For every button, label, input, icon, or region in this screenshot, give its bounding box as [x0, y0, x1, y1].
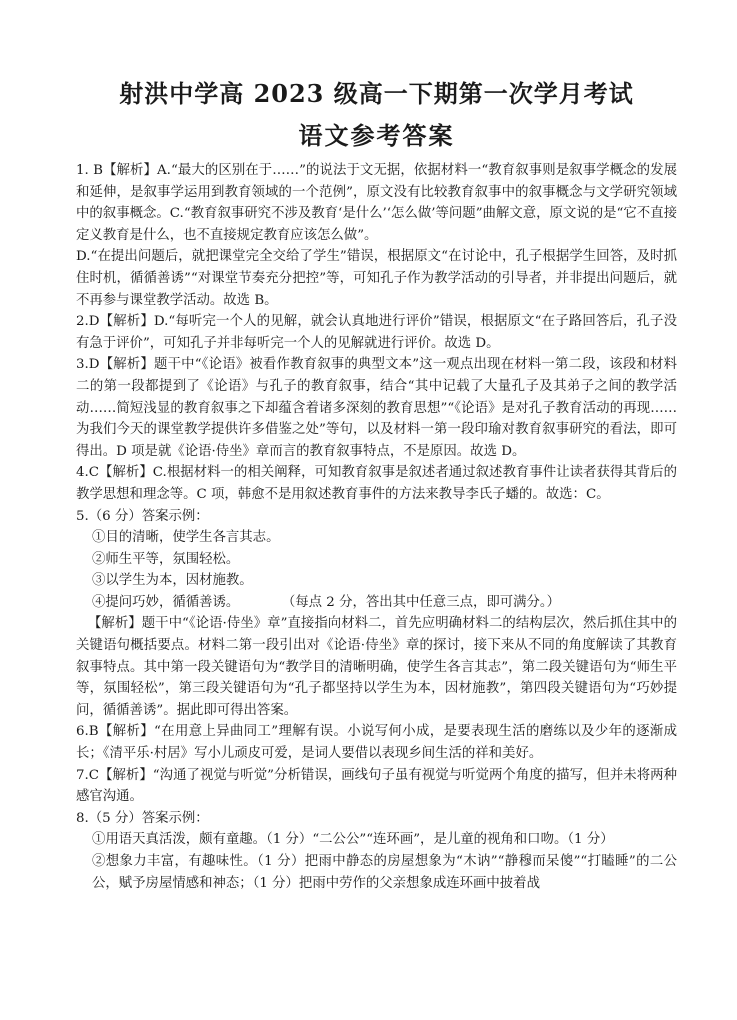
- answer-q1-option-d: D.“在提出问题后，就把课堂完全交给了学生”错误，根据原文“在讨论中，孔子根据学生回答，及时抓住时机，循循善诱”“对课堂节奏充分把控”等，可知孔子作为教学活动的引导者，并非提出问题后，就不再参与课堂教学活动。故选 B。: [76, 249, 677, 308]
- answer-q5-analysis: 【解析】题干中“《论语·侍坐》章”直接指向材料二，首先应明确材料二的结构层次，然后抓住其中的关键语句概括要点。材料二第一段引出对《论语·侍坐》章的探讨，接下来从不同的角度解读了其教育叙事特点。其中第一段关键语句为“教学目的清晰明确，使学生各言其志”，第二段关键语句为“师生平等，氛围轻松”，第三段关键语句为“孔子都坚持以学生为本，因材施教”，第四段关键语句为“巧妙提问，循循善诱”。据此即可得出答案。: [76, 616, 677, 718]
- answer-q5-point-4: ④提问巧妙，循循善诱。 （每点 2 分，答出其中任意三点，即可满分。）: [92, 594, 561, 610]
- answer-q2: 2.D【解析】D.“每听完一个人的见解，就会认真地进行评价”错误，根据原文“在子路回答后，孔子没有急于评价”，可知孔子并非每听完一个人的见解就进行评价。故选 D。: [76, 314, 677, 351]
- answer-q5-point-2: ②师生平等，氛围轻松。: [92, 551, 240, 567]
- answer-q5-heading: 5.（6 分）答案示例：: [76, 508, 209, 524]
- answer-q7: 7.C【解析】“沟通了视觉与听觉”分析错误，画线句子虽有视觉与听觉两个角度的描写，但并未将两种感官沟通。: [76, 767, 677, 805]
- page-title: 射洪中学高 2023 级高一下期第一次学月考试: [119, 79, 634, 108]
- answer-q8-heading: 8.（5 分）答案示例：: [76, 810, 209, 826]
- answer-q5-point-3: ③以学生为本，因材施教。: [92, 573, 253, 589]
- page-subtitle: 语文参考答案: [298, 121, 455, 150]
- answer-q8-point-1: ①用语天真活泼，颇有童趣。（1 分）“二公公”“连环画”，是儿童的视角和口吻。（1 分）: [92, 832, 614, 848]
- answer-q5-point-1: ①目的清晰，使学生各言其志。: [92, 530, 280, 546]
- answer-q6: 6.B【解析】“在用意上异曲同工”理解有误。小说写何小成，是要表现生活的磨练以及少年的逐渐成长；《清平乐·村居》写小儿顽皮可爱，是词人要借以表现乡间生活的祥和美好。: [76, 724, 677, 762]
- answer-q3: 3.D【解析】题干中“《论语》被看作教育叙事的典型文本”这一观点出现在材料一第二段，该段和材料二的第一段都提到了《论语》与孔子的教育叙事，结合“其中记载了大量孔子及其弟子之间的教学活动……简短浅显的教育叙事之下却蕴含着诸多深刻的教育思想”“《论语》是对孔子教育活动的再现……为我们今天的课堂教学提供许多借鉴之处”等句，以及材料一第一段印瑜对教育叙事研究的看法，即可得出。D 项是就《论语·侍坐》章而言的教育叙事特点，不是原因。故选 D。: [76, 357, 677, 459]
- answer-body: [76, 160, 677, 894]
- answer-q4: 4.C【解析】C.根据材料一的相关阐释，可知教育叙事是叙述者通过叙述教育事件让读者获得其背后的教学思想和理念等。C 项，韩愈不是用叙述教育事件的方法来教导李氏子蟠的。故选：C。: [76, 465, 677, 502]
- answer-q8-point-2: ②想象力丰富，有趣味性。（1 分）把雨中静态的房屋想象为“木讷”“静穆而呆傻”“打瞌睡”的二公公，赋予房屋情感和神态；（1 分）把雨中劳作的父亲想象成连环画中披着战: [92, 854, 677, 891]
- answer-q1: 1. B【解析】A.“最大的区别在于……”的说法于文无据，依据材料一“教育叙事则是叙事学概念的发展和延伸，是叙事学运用到教育领域的一个范例”，原文没有比较教育叙事中的叙事概念与文学研究领域中的叙事概念。C.“教育叙事研究不涉及教育‘是什么’‘怎么做’等问题”曲解文意，原文说的是“它不直接定义教育是什么，也不直接规定教育应该怎么做”。: [76, 163, 677, 243]
